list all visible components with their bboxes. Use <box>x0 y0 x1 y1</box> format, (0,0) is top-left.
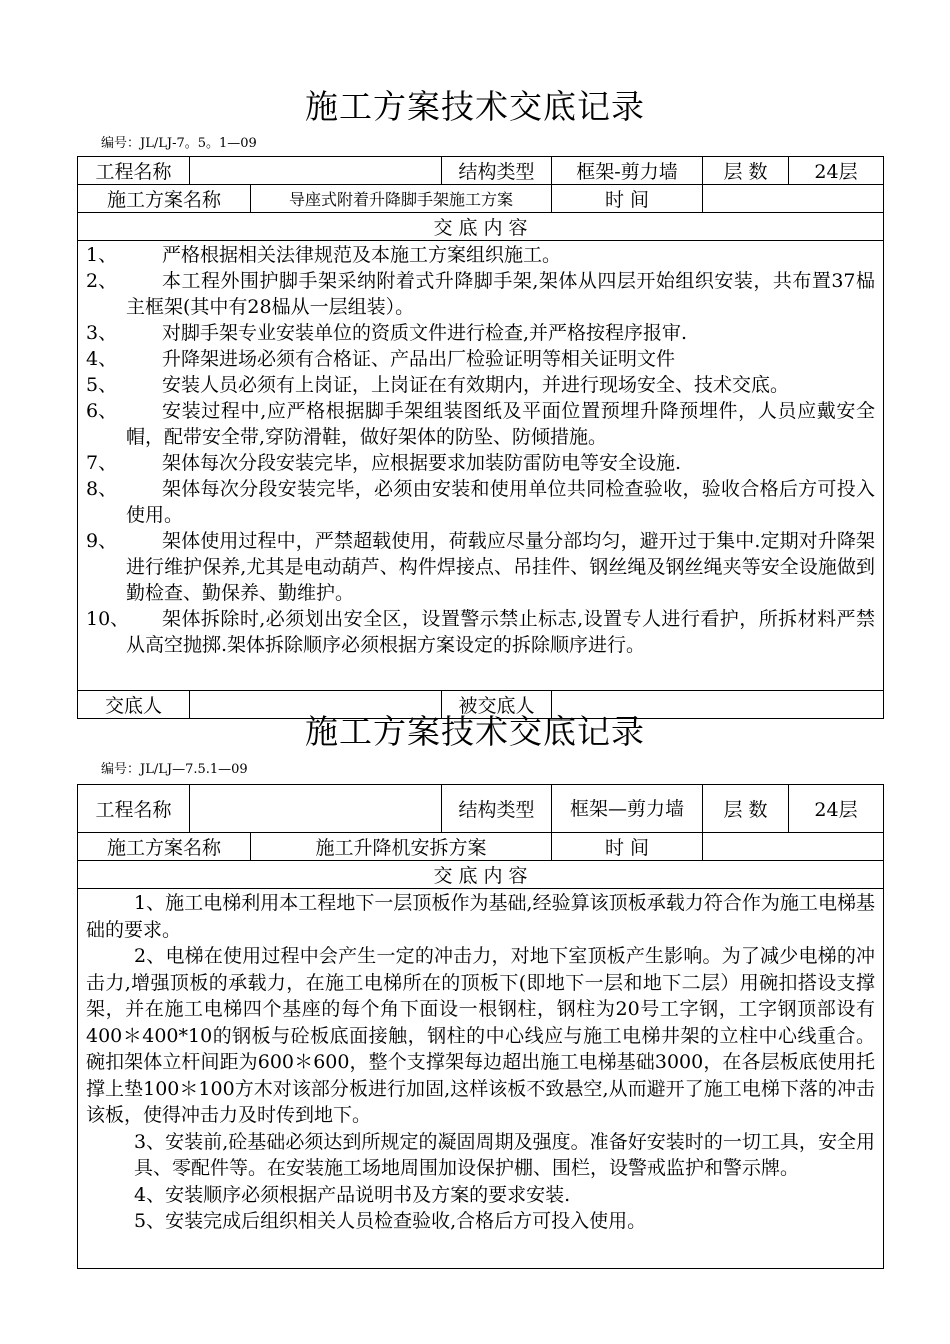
plan-name-label: 施工方案名称 <box>78 185 251 213</box>
floors-label: 层 数 <box>703 157 789 185</box>
content-body <box>78 241 884 691</box>
list-item: 9、 架体使用过程中，严禁超载使用，荷载应尽量分部均匀，避开过于集中.定期对升降架进行维护保养,尤其是电动葫芦、构件焊接点、吊挂件、钢丝绳及钢丝绳夹等安全设施做到勤检查、勤保养、勤维护。 <box>86 530 875 604</box>
record2-title: 施工方案技术交底记录 <box>305 712 645 751</box>
paragraph: 4、安装顺序必须根据产品说明书及方案的要求安装. <box>134 1183 571 1206</box>
time-value <box>703 185 884 213</box>
content-header: 交 底 内 容 <box>78 861 884 889</box>
list-item: 4、 升降架进场必须有合格证、产品出厂检验证明等相关证明文件 <box>86 348 676 370</box>
time-value <box>703 833 884 861</box>
structure-type-value: 框架-剪力墙 <box>552 157 703 185</box>
list-item: 8、 架体每次分段安装完毕，必须由安装和使用单位共同检查验收，验收合格后方可投入使用。 <box>86 478 875 526</box>
record2-code: 编号：JL/LJ—7.5.1—09 <box>101 762 248 777</box>
content-header: 交 底 内 容 <box>78 213 884 241</box>
time-label: 时 间 <box>552 833 703 861</box>
floors-value: 24层 <box>789 157 884 185</box>
list-item: 3、 对脚手架专业安装单位的资质文件进行检查,并严格按程序报审. <box>86 322 688 344</box>
receiver-label: 被交底人 <box>442 691 552 719</box>
plan-name-label: 施工方案名称 <box>78 833 251 861</box>
time-label: 时 间 <box>552 185 703 213</box>
project-name-value <box>190 785 442 833</box>
list-item: 6、 安装过程中,应严格根据脚手架组装图纸及平面位置预埋升降预埋件，人员应戴安全帽，配带安全带,穿防滑鞋，做好架体的防坠、防倾措施。 <box>86 400 875 448</box>
list-item: 1、 严格根据相关法律规范及本施工方案组织施工。 <box>86 244 562 266</box>
discloser-label: 交底人 <box>78 691 190 719</box>
structure-type-value: 框架—剪力墙 <box>552 785 703 833</box>
record1-title: 施工方案技术交底记录 <box>305 87 645 126</box>
project-name-label: 工程名称 <box>78 785 190 833</box>
structure-type-label: 结构类型 <box>442 157 552 185</box>
paragraph: 2、电梯在使用过程中会产生一定的冲击力，对地下室顶板产生影响。为了减少电梯的冲击力,增强顶板的承载力，在施工电梯所在的顶板下(即地下一层和地下二层）用碗扣搭设支撑架，并在施工电梯四个基座的每个角下面设一根钢柱，钢柱为20号工字钢，工字钢顶部设有400＊400*10的钢板与砼板底面接触，钢柱的中心线应与施工电梯井架的立柱中心线重合。碗扣架体立杆间距为600＊600，整个支撑架每边超出施工电梯基础3000，在各层板底使用托撑上垫100＊100方木对该部分板进行加固,这样该板不致悬空,从而避开了施工电梯下落的冲击该板，使得冲击力及时传到地下。 <box>86 945 875 1126</box>
plan-name-value: 施工升降机安拆方案 <box>251 833 552 861</box>
record2-table <box>77 784 884 1269</box>
floors-value: 24层 <box>789 785 884 833</box>
content-body <box>78 889 884 1269</box>
floors-label: 层 数 <box>703 785 789 833</box>
record1-table <box>77 156 884 719</box>
list-item: 2、 本工程外围护脚手架采纳附着式升降脚手架,架体从四层开始组织安装，共布置37榀主框架(其中有28榀从一层组装）。 <box>86 270 875 318</box>
paragraph: 3、安装前,砼基础必须达到所规定的凝固周期及强度。准备好安装时的一切工具，安全用具、零配件等。在安装施工场地周围加设保护棚、围栏，设警戒监护和警示牌。 <box>134 1130 875 1179</box>
list-item: 7、 架体每次分段安装完毕，应根据要求加装防雷防电等安全设施. <box>86 452 682 474</box>
paragraph: 5、安装完成后组织相关人员检查验收,合格后方可投入使用。 <box>134 1210 647 1232</box>
list-item: 5、 安装人员必须有上岗证，上岗证在有效期内，并进行现场安全、技术交底。 <box>86 374 790 396</box>
plan-name-value: 导座式附着升降脚手架施工方案 <box>251 185 552 213</box>
list-item: 10、 架体拆除时,必须划出安全区，设置警示禁止标志,设置专人进行看护，所拆材料严禁从高空抛掷.架体拆除顺序必须根据方案设定的拆除顺序进行。 <box>86 608 875 656</box>
record1-code: 编号：JL/LJ-7。5。1—09 <box>101 136 257 151</box>
structure-type-label: 结构类型 <box>442 785 552 833</box>
paragraph: 1、施工电梯利用本工程地下一层顶板作为基础,经验算该顶板承载力符合作为施工电梯基础的要求。 <box>86 892 875 941</box>
project-name-value <box>190 157 442 185</box>
project-name-label: 工程名称 <box>78 157 190 185</box>
